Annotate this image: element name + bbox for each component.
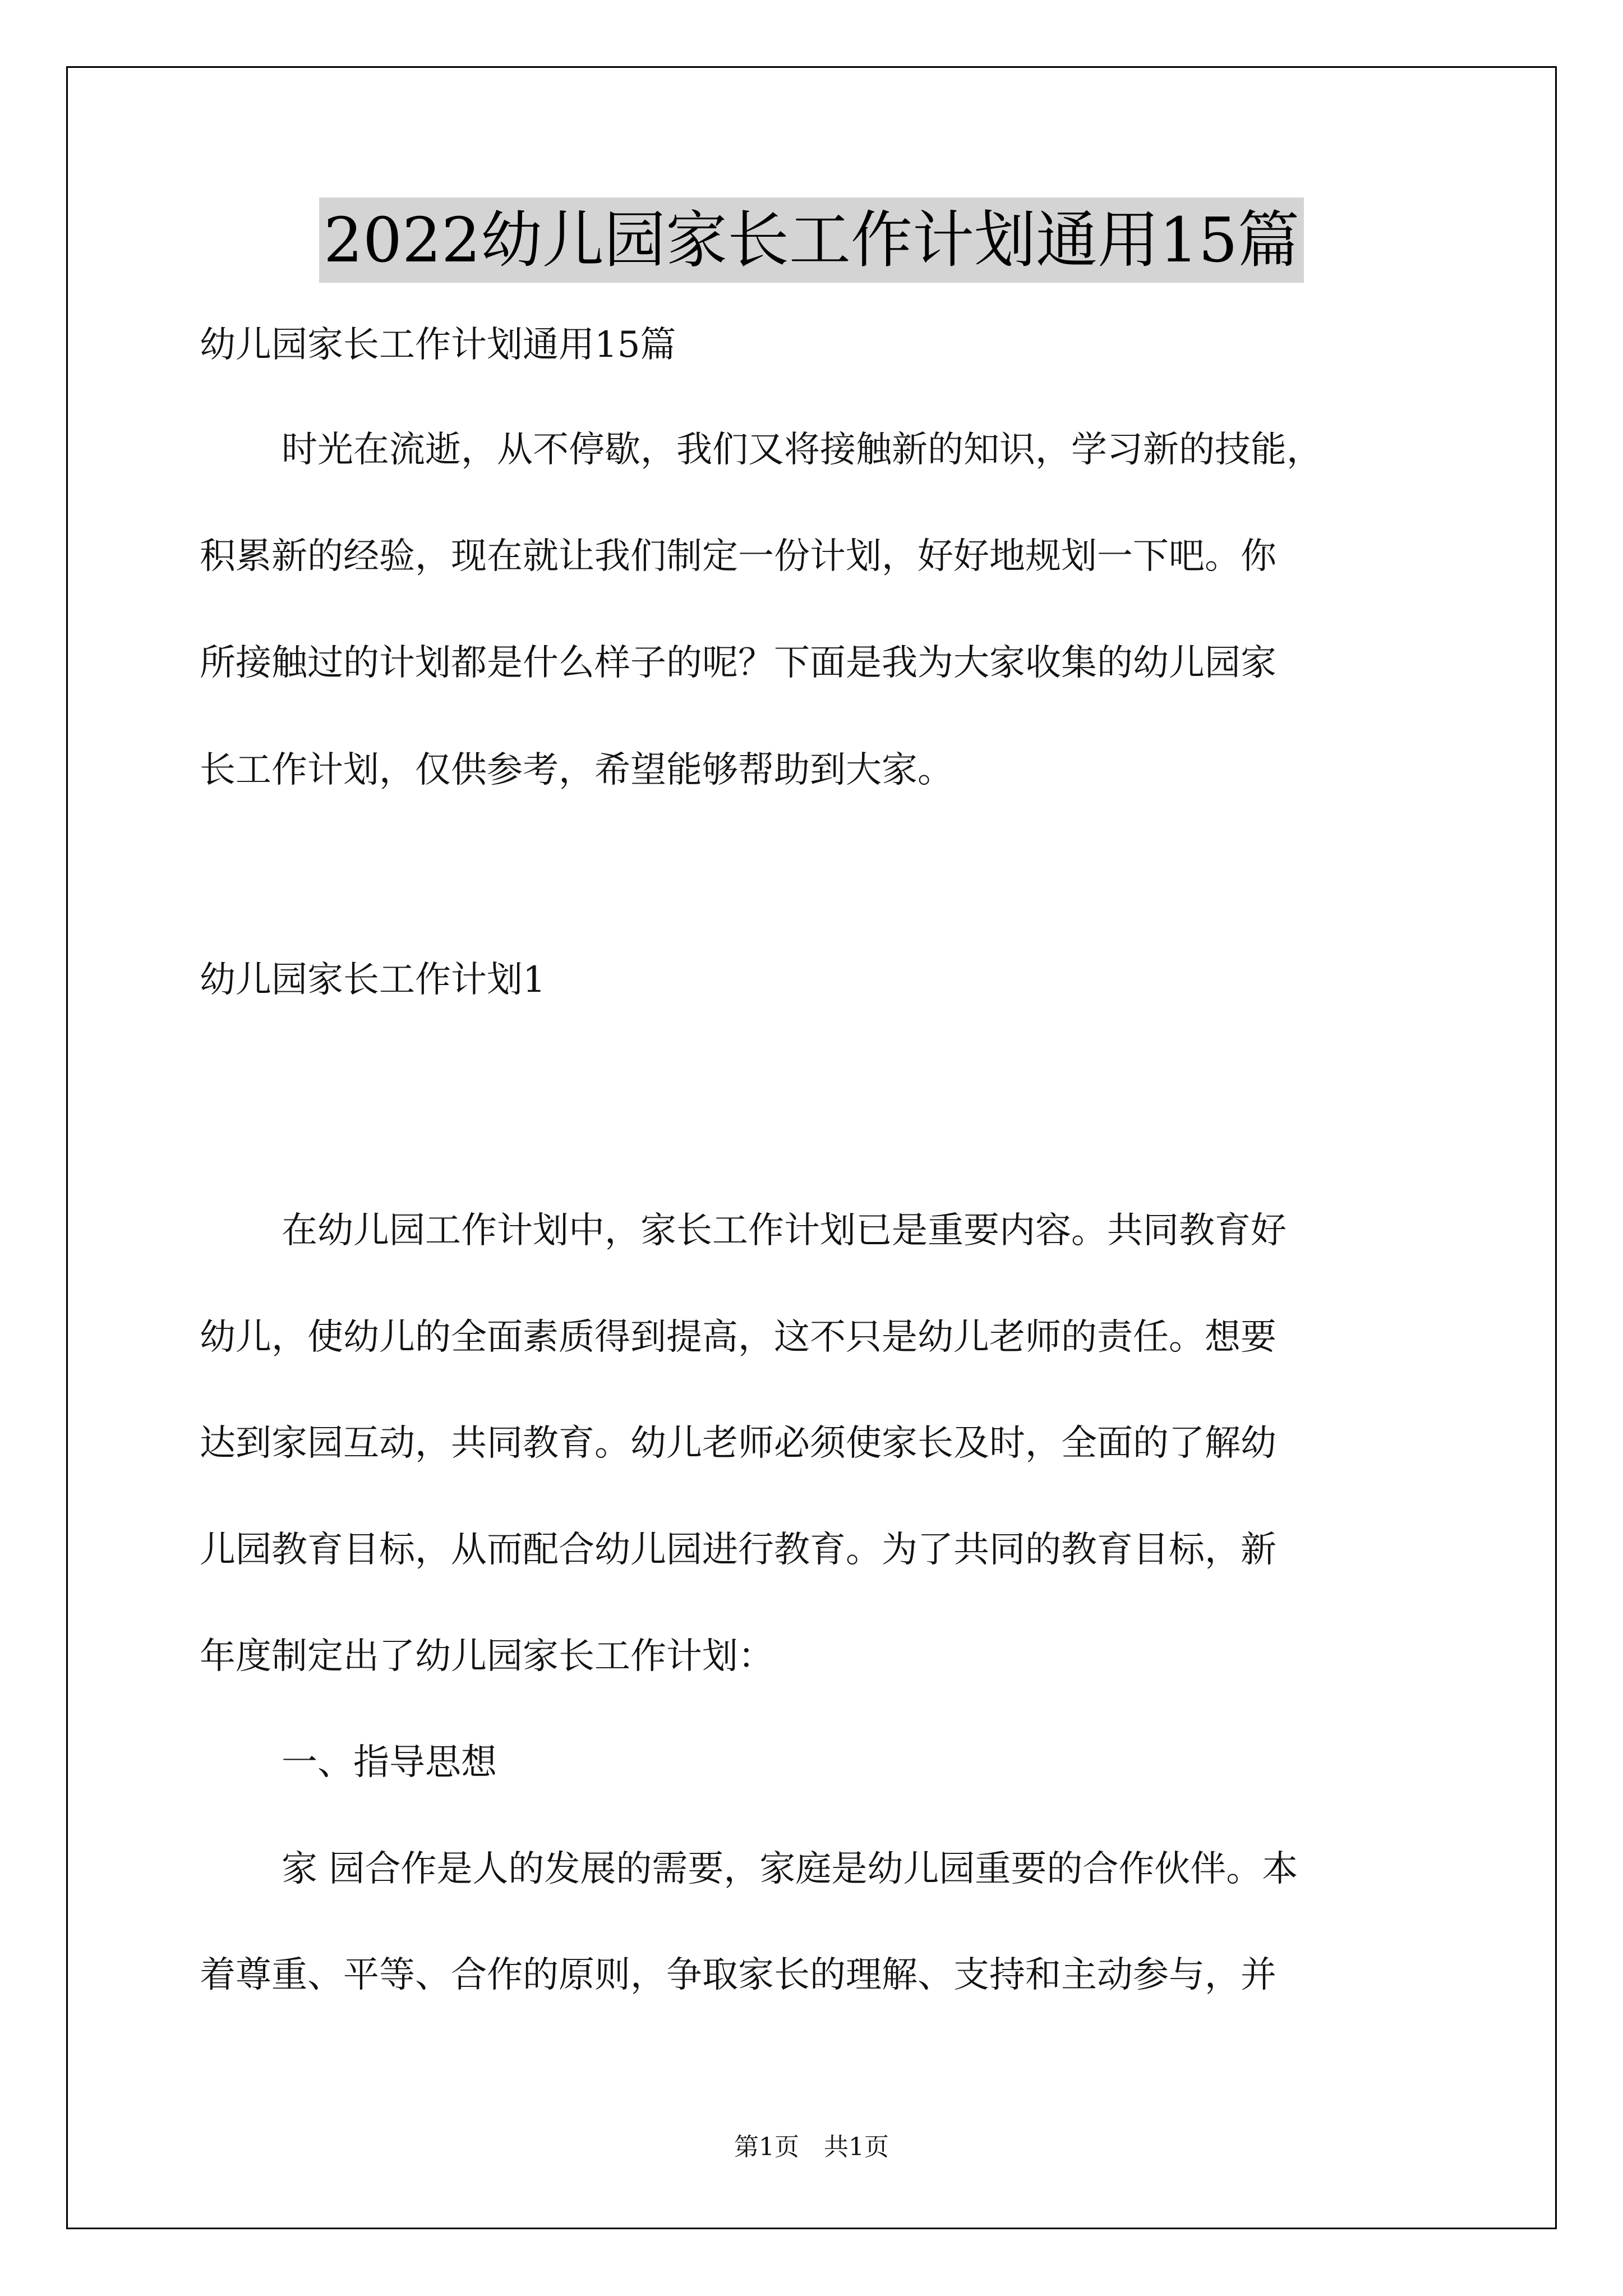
document-subtitle: 幼儿园家长工作计划通用15篇 bbox=[200, 324, 676, 366]
body-line: 年度制定出了幼儿园家长工作计划： bbox=[200, 1636, 774, 1677]
body-line: 在幼儿园工作计划中，家长工作计划已是重要内容。共同教育好 bbox=[282, 1210, 1287, 1251]
page-total: 共1页 bbox=[824, 2133, 889, 2161]
document-title: 2022幼儿园家长工作计划通用15篇 bbox=[319, 197, 1304, 283]
intro-line: 时光在流逝，从不停歇，我们又将接触新的知识，学习新的技能， bbox=[282, 429, 1322, 471]
body-line: 幼儿，使幼儿的全面素质得到提高，这不只是幼儿老师的责任。想要 bbox=[200, 1317, 1276, 1358]
page-footer bbox=[0, 2132, 1623, 2163]
intro-line: 长工作计划，仅供参考，希望能够帮助到大家。 bbox=[200, 749, 953, 791]
body-line: 达到家园互动，共同教育。幼儿老师必须使家长及时，全面的了解幼 bbox=[200, 1423, 1276, 1464]
page-border bbox=[66, 66, 1557, 2229]
body-line: 儿园教育目标，从而配合幼儿园进行教育。为了共同的教育目标，新 bbox=[200, 1529, 1276, 1571]
section-heading: 幼儿园家长工作计划1 bbox=[200, 959, 546, 1001]
guidance-line: 家 园合作是人的发展的需要，家庭是幼儿园重要的合作伙伴。本 bbox=[282, 1848, 1298, 1890]
intro-line: 积累新的经验，现在就让我们制定一份计划，好好地规划一下吧。你 bbox=[200, 536, 1276, 577]
intro-line: 所接触过的计划都是什么样子的呢？下面是我为大家收集的幼儿园家 bbox=[200, 642, 1276, 684]
subheading: 一、指导思想 bbox=[282, 1742, 497, 1783]
title-container bbox=[0, 197, 1623, 283]
page-number: 第1页 bbox=[734, 2133, 799, 2161]
guidance-line: 着尊重、平等、合作的原则，争取家长的理解、支持和主动参与，并 bbox=[200, 1954, 1276, 1996]
